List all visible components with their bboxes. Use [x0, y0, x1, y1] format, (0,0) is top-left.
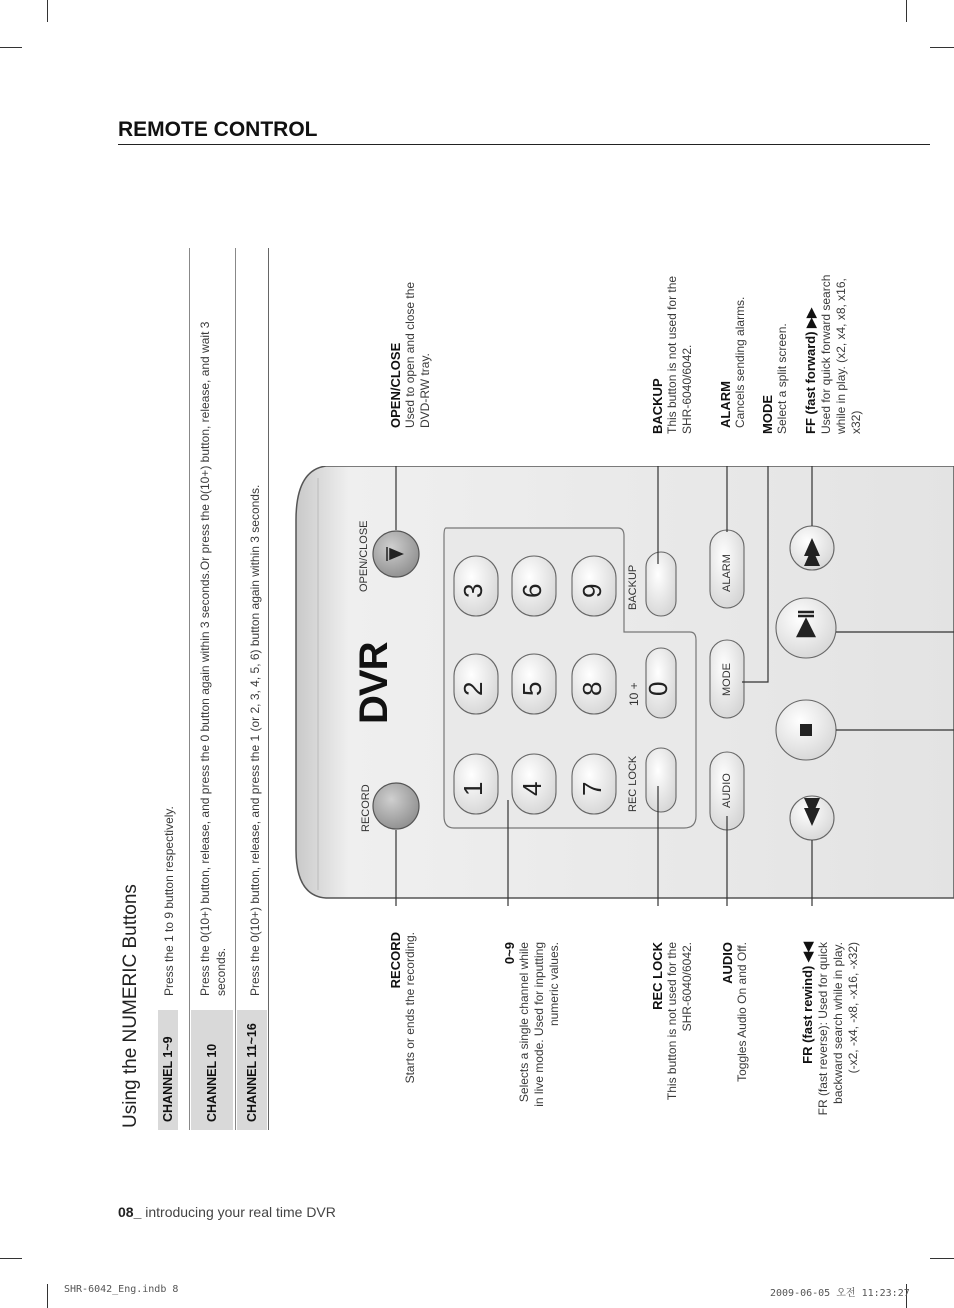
crop-mark: [0, 47, 22, 48]
stop-icon: [800, 724, 812, 736]
table-row-text: Press the 0(10+) button, release, and press the 1 (or 2, 3, 4, 5, 6) button again within 3 seconds.: [248, 484, 262, 996]
digit-label: 2: [458, 681, 488, 696]
table-divider: [189, 248, 190, 1130]
reclock-button[interactable]: [646, 748, 676, 812]
table-row-label: [191, 1010, 233, 1130]
backup-button[interactable]: [646, 552, 676, 616]
callout-openclose: [388, 258, 433, 428]
page-number: 08_: [118, 1204, 142, 1220]
crop-mark: [47, 0, 48, 22]
page-footer: [118, 1204, 336, 1220]
callout-title: MODE: [760, 395, 775, 434]
callout-desc: in live mode. Used for inputting: [532, 942, 546, 1107]
table-row-text: Press the 0(10+) button, release, and press the 0 button again within 3 seconds.Or press the 0(10+) button, release, and wait 3: [198, 321, 212, 996]
crop-mark: [0, 1258, 22, 1259]
record-button[interactable]: [373, 783, 419, 829]
callout-title: REC LOCK: [650, 942, 665, 1010]
crop-mark: [906, 0, 907, 22]
table-row-text-cont: seconds.: [214, 947, 228, 996]
row-label: CHANNEL 11~16: [245, 1023, 259, 1122]
footer-text: introducing your real time DVR: [141, 1204, 336, 1220]
callout-desc: Toggles Audio On and Off.: [735, 942, 749, 1082]
digit-label: 5: [517, 681, 547, 696]
row-label: CHANNEL 1~9: [161, 1036, 175, 1122]
table-bottom-rule: [268, 248, 269, 1130]
digit-label: 1: [458, 781, 488, 796]
digit-label: 6: [517, 583, 547, 598]
slug-right: 2009-06-05 오전 11:23:27: [770, 1288, 910, 1299]
audio-label: AUDIO: [721, 773, 733, 808]
callout-fr: [800, 942, 861, 1140]
callout-desc: This button is not used for the: [665, 275, 679, 434]
digit-label: 4: [517, 781, 547, 796]
callout-title: OPEN/CLOSE: [388, 342, 403, 428]
callout-desc: Starts or ends the recording.: [403, 932, 417, 1084]
numeric-heading: Using the NUMERIC Buttons: [120, 884, 141, 1128]
callout-desc: Selects a single channel while: [517, 942, 531, 1103]
numeric-table: [158, 248, 270, 1130]
callout-desc: DVD-RW tray.: [418, 353, 432, 428]
callout-title: AUDIO: [720, 942, 735, 984]
callout-desc: Cancels sending alarms.: [733, 296, 747, 428]
callout-desc: x32): [849, 410, 863, 434]
callout-desc: Used for quick forward search: [819, 274, 833, 434]
callout-audio: [720, 942, 750, 1130]
mode-label: MODE: [721, 663, 733, 696]
digit-label: 7: [577, 781, 607, 796]
page-title: REMOTE CONTROL: [118, 118, 318, 141]
table-row-label: [158, 1010, 178, 1130]
callout-title: ALARM: [718, 381, 733, 428]
callout-title: 0~9: [502, 942, 517, 965]
brand-logo: DVR: [352, 642, 396, 724]
title-rule: [118, 144, 930, 145]
callout-desc: while in play. (x2, x4, x8, x16,: [834, 278, 848, 434]
callout-desc: This button is not used for the: [665, 942, 679, 1101]
crop-mark: [930, 47, 954, 48]
callout-desc: SHR-6040/6042.: [680, 344, 694, 434]
callout-alarm: [718, 258, 748, 428]
reclock-label: REC LOCK: [627, 755, 639, 812]
callout-desc: Used to open and close the: [403, 281, 417, 428]
digit-label: 3: [458, 583, 488, 598]
callout-ff: [803, 262, 864, 434]
callout-record: [388, 932, 418, 1100]
crop-mark: [930, 1258, 954, 1259]
callout-title: FR (fast rewind) ◀◀: [800, 942, 815, 1064]
alarm-label: ALARM: [721, 554, 733, 592]
digit-label: 8: [577, 681, 607, 696]
callout-reclock: [650, 942, 695, 1130]
backup-label: BACKUP: [627, 564, 639, 610]
callout-title: FF (fast forward) ▶▶: [803, 307, 818, 434]
callout-title: BACKUP: [650, 378, 665, 434]
tenplus-label: 10 +: [627, 682, 641, 706]
callout-desc: SHR-6040/6042.: [680, 942, 694, 1032]
table-row-label: [237, 1010, 267, 1130]
digit-label: 9: [577, 583, 607, 598]
digit-label: 0: [643, 681, 673, 696]
callout-mode: [760, 264, 790, 434]
callout-desc: (-x2, -x4, -x8, -x16, -x32): [846, 942, 860, 1074]
callout-desc: FR (fast reverse): Used for quick: [816, 942, 830, 1116]
callout-desc: numeric values.: [547, 942, 561, 1027]
callout-desc: Select a split screen.: [775, 323, 789, 434]
openclose-label: OPEN/CLOSE: [358, 520, 370, 592]
table-row-text: Press the 1 to 9 button respectively.: [162, 806, 176, 996]
crop-mark: [47, 1284, 48, 1308]
callout-backup: [650, 262, 695, 434]
row-label: CHANNEL 10: [205, 1043, 219, 1122]
table-divider: [235, 248, 236, 1130]
record-label: RECORD: [360, 784, 372, 832]
callout-desc: backward search while in play.: [831, 942, 845, 1104]
callout-title: RECORD: [388, 932, 403, 989]
callout-digits: [502, 942, 562, 1130]
slug-left: SHR-6042_Eng.indb 8: [64, 1284, 179, 1295]
